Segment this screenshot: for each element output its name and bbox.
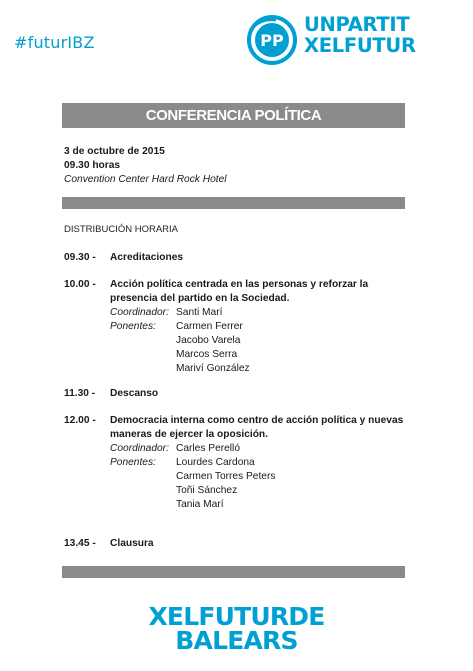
coordinator-label: Coordinador: <box>110 443 169 454</box>
speakers-label: Ponentes: <box>110 321 156 332</box>
coordinator-label: Coordinador: <box>110 307 169 318</box>
title-bar <box>62 103 405 128</box>
event-venue: Convention Center Hard Rock Hotel <box>64 174 227 185</box>
event-time: 09.30 horas <box>64 160 121 171</box>
slogan-line-1: UNPARTIT <box>304 13 410 36</box>
item-time: 13.45 - <box>64 538 96 549</box>
event-date: 3 de octubre de 2015 <box>64 146 165 157</box>
speaker-name: Mariví González <box>176 363 250 374</box>
item-time: 10.00 - <box>64 279 96 290</box>
footer-slogan <box>0 602 473 655</box>
speaker-name: Carmen Torres Peters <box>176 471 276 482</box>
speaker-name: Carmen Ferrer <box>176 321 243 332</box>
item-time: 09.30 - <box>64 252 96 263</box>
speaker-name: Tania Marí <box>176 499 224 510</box>
item-title: Democracia interna como centro de acción política y nuevas maneras de ejercer la oposición. <box>110 415 404 440</box>
item-title: Descanso <box>110 388 159 399</box>
divider-bar <box>62 197 405 209</box>
item-title: Clausura <box>110 538 154 549</box>
item-time: 11.30 - <box>64 388 96 399</box>
footer-line-1: XELFUTURDE <box>148 602 325 631</box>
footer-line-2: BALEARS <box>175 626 298 655</box>
divider-bar <box>62 566 405 578</box>
item-title: Acción política centrada en las personas y reforzar la presencia del partido en la Sociedad. <box>110 279 369 304</box>
speaker-name: Marcos Serra <box>176 349 238 360</box>
coordinator-name: Santi Marí <box>176 307 223 318</box>
speakers-label: Ponentes: <box>110 457 156 468</box>
schedule-heading: DISTRIBUCIÓN HORARIA <box>64 224 179 235</box>
speaker-name: Jacobo Varela <box>176 335 241 346</box>
pp-letters: PP <box>260 31 284 50</box>
slogan-line-2: XELFUTUR <box>304 34 416 57</box>
page-title: CONFERENCIA POLÍTICA <box>145 107 322 124</box>
speaker-name: Lourdes Cardona <box>176 457 255 468</box>
coordinator-name: Carles Perelló <box>176 443 240 454</box>
pp-logo <box>246 14 461 64</box>
hashtag: #futurIBZ <box>14 33 95 52</box>
speaker-name: Toñi Sánchez <box>176 485 238 496</box>
item-title: Acreditaciones <box>110 252 184 263</box>
pp-seagull-icon <box>246 14 298 66</box>
slogan <box>304 14 416 56</box>
event-info <box>64 145 227 187</box>
item-time: 12.00 - <box>64 415 96 426</box>
